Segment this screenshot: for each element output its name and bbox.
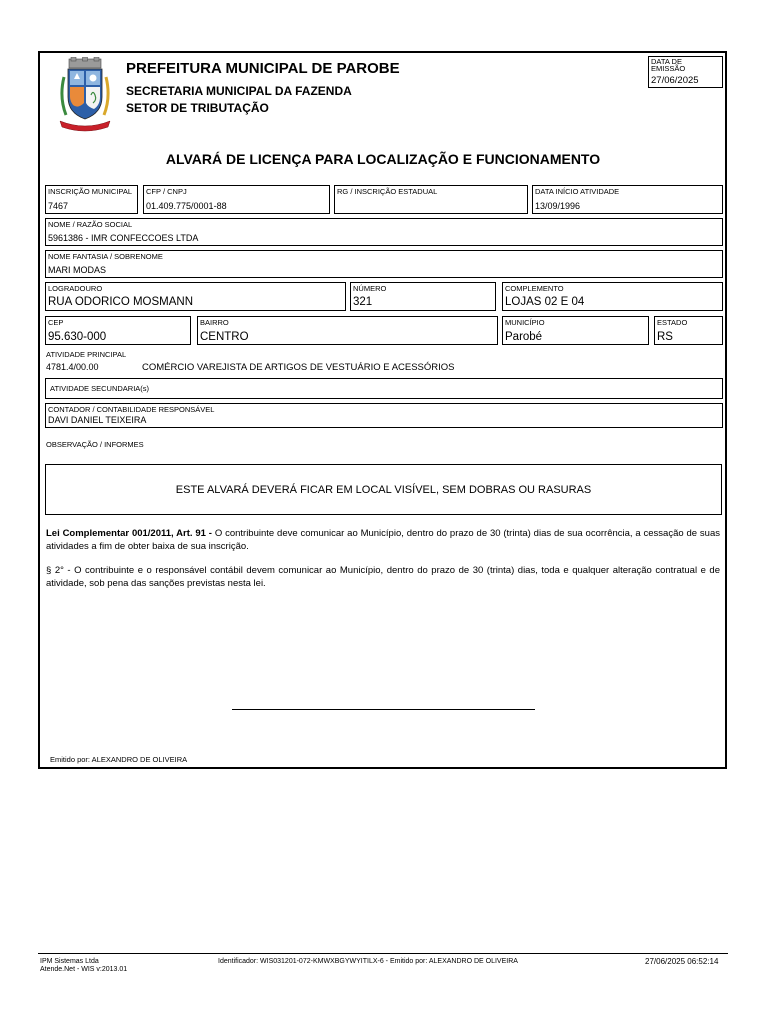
field-cep: CEP 95.630-000 xyxy=(45,316,191,345)
field-logradouro: LOGRADOURO RUA ODORICO MOSMANN xyxy=(45,282,346,311)
field-cpf-cnpj: CFP / CNPJ 01.409.775/0001-88 xyxy=(143,185,330,214)
municipal-coat-of-arms xyxy=(58,57,112,133)
field-atividade-secundaria: ATIVIDADE SECUNDARIA(s) xyxy=(45,378,723,399)
field-bairro: BAIRRO CENTRO xyxy=(197,316,498,345)
notice-box xyxy=(45,464,722,515)
legal-article-text: O contribuinte deve comunicar ao Município, dentro do prazo de 30 (trinta) dias de sua ocorrência, a cessação de suas atividades a fim de obter baixa de sua inscrição. xyxy=(46,528,720,552)
signature-line xyxy=(232,709,535,710)
emitted-by: Emitido por: ALEXANDRO DE OLIVEIRA xyxy=(50,755,188,764)
footer-divider xyxy=(38,953,728,954)
footer-identifier: Identificador: WIS031201-072-KMWXBGYWYITILX-6 - Emitido por: ALEXANDRO DE OLIVEIRA xyxy=(218,958,518,965)
atividade-principal-description: COMÉRCIO VAREJISTA DE ARTIGOS DE VESTUÁRIO E ACESSÓRIOS xyxy=(142,362,455,373)
field-numero: NÚMERO 321 xyxy=(350,282,496,311)
field-nome-razao-social: NOME / RAZÃO SOCIAL 5961386 - IMR CONFECCOES LTDA xyxy=(45,218,723,246)
field-estado: ESTADO RS xyxy=(654,316,723,345)
field-municipio: MUNICÍPIO Parobé xyxy=(502,316,649,345)
footer-timestamp: 27/06/2025 06:52:14 xyxy=(645,957,719,966)
field-inscricao-municipal: INSCRIÇÃO MUNICIPAL 7467 xyxy=(45,185,138,214)
department-name: SECRETARIA MUNICIPAL DA FAZENDA xyxy=(126,84,352,98)
field-contador: CONTADOR / CONTABILIDADE RESPONSÁVEL DAVI DANIEL TEIXEIRA xyxy=(45,403,723,428)
sector-name: SETOR DE TRIBUTAÇÃO xyxy=(126,101,269,115)
atividade-principal-label: ATIVIDADE PRINCIPAL xyxy=(46,350,127,359)
footer-version: Atende.Net - WIS v:2013.01 xyxy=(40,966,128,973)
footer-company: IPM Sistemas Ltda xyxy=(40,958,99,965)
org-name: PREFEITURA MUNICIPAL DE PAROBE xyxy=(126,60,400,77)
field-complemento: COMPLEMENTO LOJAS 02 E 04 xyxy=(502,282,723,311)
field-nome-fantasia: NOME FANTASIA / SOBRENOME MARI MODAS xyxy=(45,250,723,278)
document-title: ALVARÁ DE LICENÇA PARA LOCALIZAÇÃO E FUNCIONAMENTO xyxy=(165,151,601,167)
legal-paragraph-2: § 2° - O contribuinte e o responsável contábil devem comunicar ao Município, dentro do prazo de 30 (trinta) dias, toda e qualquer alteração contratual e de atividade, sob pena das sanções previstas nesta lei. xyxy=(46,565,720,589)
issue-date-value: 27/06/2025 xyxy=(651,75,699,86)
field-rg-inscricao-estadual: RG / INSCRIÇÃO ESTADUAL xyxy=(334,185,528,214)
issue-date-box xyxy=(648,56,723,88)
legal-article-ref: Lei Complementar 001/2011, Art. 91 - xyxy=(46,528,212,539)
atividade-principal-code: 4781.4/00.00 xyxy=(46,362,99,372)
issue-date-label: DATA DE EMISSÃO xyxy=(651,57,686,73)
legal-paragraph-1 xyxy=(46,527,720,553)
observacao-label: OBSERVAÇÃO / INFORMES xyxy=(46,440,144,449)
notice-text: ESTE ALVARÁ DEVERÁ FICAR EM LOCAL VISÍVEL, SEM DOBRAS OU RASURAS xyxy=(175,484,592,496)
field-data-inicio-atividade: DATA INÍCIO ATIVIDADE 13/09/1996 xyxy=(532,185,723,214)
